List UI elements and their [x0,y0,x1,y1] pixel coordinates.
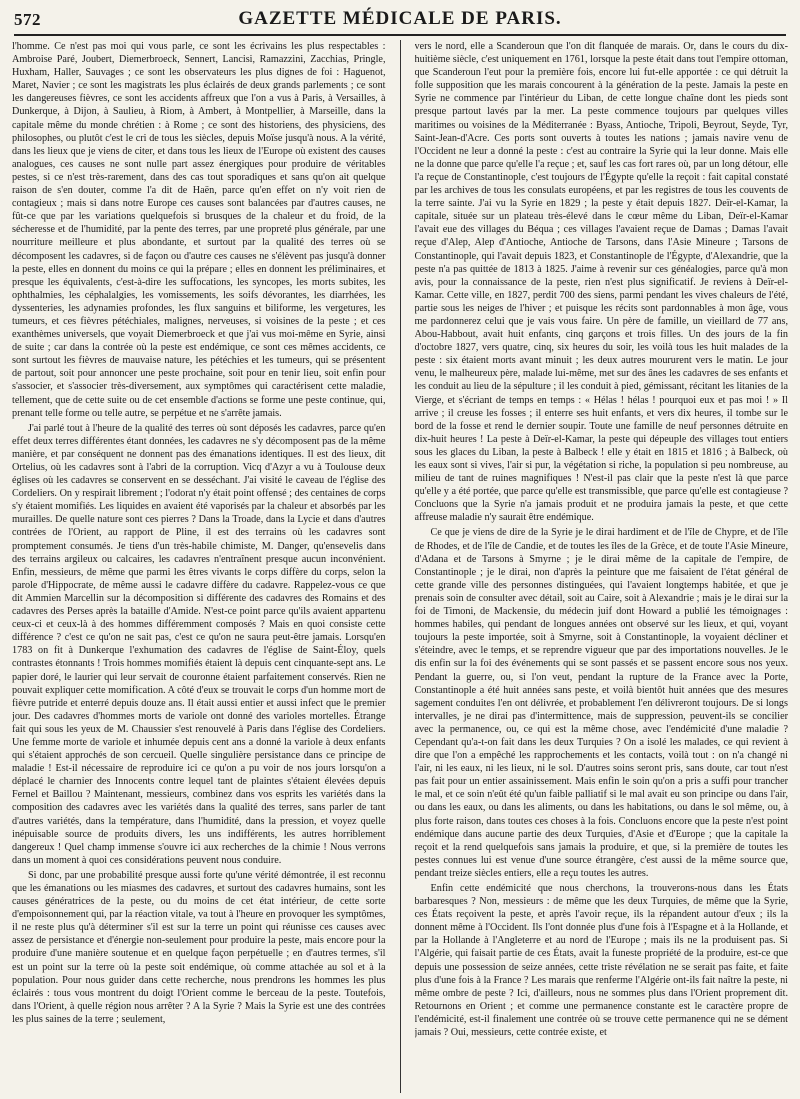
paragraph: Ce que je viens de dire de la Syrie je le dirai hardiment et de l'île de Chypre, et de l'île de Rhodes, et de l'île de Candie, et de toutes les îles de la Grèce, et de toute l'Asie Mineure, d'Adana et de Tarsons à Smyrne ; je le dirai même de la capitale de l'empire, de Constantinople ; je le dirai, non d'après la peinture que me faisaient de l'état général de cette grande ville des personnes distinguées, qui l'avaient longtemps habitée, et que je prenais soin de consulter avec détail, soit au Caire, soit à Alexandrie ; mais je le dirai sur la foi de Timoni, de Mackensie, du médecin juif dont Howard a publié les témoignages : hommes habiles, qui pendant de longues années ont observé sur les lieux, et qui, voyant toujours la peste importée, soit à Smyrne, soit à Constantinople, la voyaient décliner et s'éteindre, avec le temps, et se reprendre vigueur que par des importations nouvelles. Je le dis enfin sur la foi des événements qui se sont passés et se passent encore sous nos yeux. Pendant la guerre, ou, si l'on veut, pendant la rupture de la France avec la Porte, Constantinople a été huit années sans peste, et voilà bientôt huit années que des mesures sagement conduites l'en ont délivrée, et probablement l'en délivreront toujours. De si longs intervalles, je ne dirai pas d'intermittence, mais de suppression, peuvent-ils se concilier avec la permanence, ou, ce qui est la même chose, avec l'endémicité d'une maladie ? Cependant qu'a-t-on fait dans les deux Turquies ? On a isolé les malades, ce qui revient à dire que l'on a empêché les rapprochements et les contacts, voilà tout : on n'a changé ni l'air, ni les eaux, ni les lieux, ni le sol. D'autres soins seront pris, sans doute, car tout n'est pas fait pour un entier assainissement. Mais enfin le soin qu'on a pris a suffi pour trancher le mal, et ce soin n'eût été qu'un faible palliatif si le mal avait eu son principe ou dans l'air, ou dans les eaux, ou dans les aliments, ou dans les habitations, ou dans le sol même, ou, à plus forte raison, dans toutes ces choses à la fois. Concluons encore que la peste n'est point endémique dans aucune partie des deux Turquies, d'Asie et d'Europe ; que la capitale la reçoit et la rend quelquefois sans jamais la produire, et que, si la première de toutes les pestes connues lui est venue d'une source étrangère, c'est aussi de la même source que, pendant treize siècles entiers, elle a reçu toutes les autres. [414,527,788,879]
paragraph: J'ai parlé tout à l'heure de la qualité des terres où sont déposés les cadavres, parce qu'en effet deux terres différentes étant données, les cadavres ne s'y décomposent pas de la même manière, et par conséquent ne donnent pas des émanations identiques. Il est des lieux, dit Ortelius, où les cadavres sont à l'abri de la corruption. Vicq d'Azyr a vu à Toulouse deux églises où les cadavres se conservent en se desséchant. J'ai visité le caveau de l'église des Cordeliers. On y respirait librement ; l'odorat n'y était point offensé ; des centaines de corps s'y étaient momifiés. Les liquides en avaient été vaporisés par la chaleur et absorbés par les murailles. De quelle nature sont ces pierres ? Dans la Troade, dans la Lycie et dans d'autres contrées de l'Orient, au rapport de Pline, il est des terrains où les cadavres sont promptement consumés. Je tiens d'un très-habile chimiste, M. Danger, qu'ensevelis dans des terrains argileux ou calcaires, les cadavres n'entraînent presque aucun inconvénient. Enfin, messieurs, de même que parmi les êtres vivants le corps diffère du corps, selon la parole d'Hippocrate, de même aussi le cadavre diffère du cadavre. Rappelez-vous ce que dit Ammien Marcellin sur la décomposition si différente des cadavres des Romains et des cadavres des Perses après la bataille d'Amide. N'est-ce point parce qu'ils avaient appartenu ceux-ci et ceux-là à des hommes différemment composés ? Mais en quoi consiste cette différence ? c'est ce qu'on ne sait pas, c'est ce qu'on ne saura peut-être jamais. Lorsqu'en 1783 on fit à Dunkerque l'exhumation des cadavres de l'église de Saint-Éloy, quels contrastes étonnants ! Trois hommes momifiés étaient là depuis cent cinquante-sept ans. Le papier doré, le laurier qui leur servait de couronne étaient parfaitement conservés. Rien ne pouvait expliquer cette momification. A côté d'eux se trouvait le corps d'un homme mort de fièvre putride et enterré depuis douze ans. Il était aussi entier et aussi infect que le premier jour. Des cadavres d'hommes morts de variole ont donné des varioles mortelles. Étrange fait qui sous les yeux de M. Chaussier s'est renouvelé à Paris dans l'église des Cordeliers. Une femme morte de variole et inhumée depuis cent ans a donné la variole à deux enfants qui s'étaient approchés de son cercueil. Quelle singulière persistance dans ce principe de maladie ! Est-il nécessaire de reproduire ici ce qu'on a pu voir de nos jours lorsqu'on a déplacé le charnier des Innocents contre lequel tant de plaintes s'étaient élevées depuis Fernel et Baillou ? Maintenant, messieurs, combinez dans vos esprits les variétés dans la composition des cadavres avec les variétés dans la qualité des terres, sans parler de tant d'autres variétés, dans la température, dans l'humidité, dans la pression, et voyez quelle inépuisable source de produits divers, les uns indifférents, les autres horriblement dangereux ! Quel champ immense s'ouvre ici aux recherches de la chimie ! Nous verrons dans un moment à quoi ces considérations peuvent nous conduire. [12,422,386,866]
paragraph: vers le nord, elle a Scanderoun que l'on dit flanquée de marais. Or, dans le cours du dix-huitième siècle, c'est uniquement en 1761, lorsque la peste était dans tout l'empire ottoman, que Scanderoun l'eut pour la première fois, encore lui fut-elle apportée : ce qui détruit la folle supposition que les marais concourent à la génération de la peste. Jamais la peste en Syrie ne commence par l'intérieur du Liban, de cette longue chaîne dont les pieds sont presque partout lavés par la mer. La peste commence toujours par quelques villes maritimes ou voisines de la Méditerranée : Byass, Antioche, Tripoli, Beyrout, Seyde, Tyr, Saint-Jean-d'Acre. Ces ports sont ouverts à toutes les nations ; jamais navire venu de l'Occident ne leur a donné la peste : c'est au contraire la Syrie qui la leur donne. Mais elle ne la donne que parce qu'elle l'a reçue ; et, sauf les cas fort rares où, par un long détour, elle l'a reçue de Constantinople, c'est toujours de l'Égypte qu'elle la reçoit : fait capital constaté par les archives de tous les consulats européens, et par les registres de tous les couvents de la terre sainte. J'ai vu la Syrie en 1829 ; la peste y était depuis 1827. Deïr-el-Kamar, la capitale, située sur un plateau très-élevé dans le cœur même du Liban, Deïr-el-Kamar l'avait eue des villages du Béqua ; ces villages l'avaient reçue de Damas ; Damas l'avait reçue d'Alep, Alep d'Antioche, Antioche de Tarsons, dans l'Asie Mineure ; Tarsons de Constantinople, qui l'avait depuis 1823, et Constantinople de l'Égypte, d'Alexandrie, que la peste n'a pas quittée de 1813 à 1825. J'aime à revenir sur ces généalogies, parce qu'à mon avis, pour la connaissance de la peste, rien n'est plus significatif. Je reviens à Deïr-el-Kamar. Cette ville, en 1827, perdit 700 des siens, parmi pendant les vives chaleurs de l'été, partie sous les neiges de l'hiver ; et puisque les récits sont pardonnables à mon âge, vous me pardonnerez celui que je vais vous faire. Un père de famille, un vieillard de 77 ans, Abou-Habbout, avait huit enfants, cinq garçons et trois filles. Un des jours de la fin d'octobre 1827, vers quatre, cinq, six heures du soir, les voilà tous les huit malades de la peste : six étaient morts avant minuit ; les deux autres moururent vers le matin. Le jour venu, le malheureux père, malade lui-même, met sur des ânes les cadavres de ses enfants et les conduit au lieu de la sépulture ; il les conduit à pied, gémissant, récitant les litanies de la Vierge, et s'écriant de temps en temps : « Hélas ! hélas ! pourquoi eux et pas moi ! » Il arrive ; il creuse les fosses ; il enterre ses huit enfants, et vers dix heures, il tombe sur le bord de la fosse et rend le dernier soupir. Toute une famille de neuf personnes détruite en dix-huit heures ! La peste à Deïr-el-Kamar, la peste qui dépeuple des villages tout entiers sous les glaces du Liban, la peste à Balbeck ! elle y était en 1815 et 1816 ; à Balbeck, où les eaux sont si vives, l'air si pur, la végétation si riche, la population si peu nombreuse, au milieu de tant de ruines magnifiques ! N'est-il pas clair que la peste n'est là que parce qu'elle y a été portée, que parce qu'elle est transmissible, que parce qu'elle est contagieuse ? Concluons que la Syrie n'a jamais produit et ne produira jamais la peste, et que cette affreuse maladie n'y saurait être endémique. [414,41,788,524]
journal-title: GAZETTE MÉDICALE DE PARIS. [238,8,562,29]
paragraph: Si donc, par une probabilité presque aussi forte qu'une vérité démontrée, il est reconnu que les émanations ou les miasmes des cadavres, et surtout des cadavres humains, sont les causes génératrices de la peste, ou du moins de cet état intérieur, de cette sorte d'empoisonnement qui, par la réaction vitale, va tout à l'heure en provoquer les symptômes, il ne reste plus qu'à déterminer s'il est sur la terre un point qui réunisse ces causes avec assez de persistance et d'énergie non-seulement pour produire la peste, mais encore pour la produire d'une manière soutenue et en quelque façon perpétuelle ; en d'autres termes, s'il est un point sur la terre où la peste soit endémique, où comme attachée au sol et à la population. Pour nous guider dans cette recherche, nous prendrons les hommes les plus éclairés : tous vous montrent du doigt l'Orient comme le berceau de la peste. Toutefois, dans l'Orient, à quelle région nous arrêter ? A la Syrie ? Mais la Syrie est une des contrées les plus saines de la terre ; seulement, [12,869,386,1025]
article-body [12,40,788,1093]
left-column [12,40,386,1093]
column-divider [400,40,401,1093]
paragraph: Enfin cette endémicité que nous cherchons, la trouverons-nous dans les États barbaresques ? Non, messieurs : de même que les deux Turquies, de même que la Syrie, ces États reçoivent la peste, et après l'avoir reçue, ils la répandent autour d'eux ; ils la donnent même à l'Occident. Ils l'ont donnée plus d'une fois à l'Espagne et à la Hollande, et par la Hollande à l'Angleterre et au nord de l'Europe ; mais ils ne la produisent pas. Si l'Algérie, qui faisait partie de ces États, avait la funeste propriété de la produire, est-ce que depuis une possession de seize années, cette triste révélation ne se serait pas faite, et faite plus d'une fois à la France ? Les marais que renferme l'Algérie ont-ils fait naître la peste, ni même ombre de peste ? Ici, d'ailleurs, nous ne sommes plus dans l'Orient proprement dit. Retournons en Orient ; et comme une permanence constante est le caractère propre de l'endémicité, est-il finalement une contrée où se trouve cette permanence qui ne se dément jamais ? Oui, messieurs, cette contrée existe, et [414,883,788,1039]
page-header [14,8,786,36]
page-number: 572 [14,10,41,29]
right-column [415,40,789,1093]
paragraph: l'homme. Ce n'est pas moi qui vous parle, ce sont les écrivains les plus respectables : Ambroise Paré, Joubert, Diemerbroeck, Sennert, Lancisi, Ramazzini, Zacchias, Pringle, Huxham, Haller, Sauvages ; ce sont les observateurs les plus dignes de foi : Haguenot, Maret, Navier ; ce sont les magistrats les plus éclairés de deux grands parlements ; ce sont les dangereuses fièvres, ce sont les accidents affreux que l'on a vus à Paris, à Versailles, à Dunkerque, à Dijon, à Saulieu, à Riom, à Ambert, à Montpellier, à Marseille, dans la capitale même du monde chrétien : à Rome ; ce sont des historiens, des physiciens, des philosophes, ou plutôt c'est le cri de tous les siècles, depuis Moïse jusqu'à nous. A la vérité, dans les lieux que je viens de citer, et dans tous les lieux de l'Europe où existent des causes analogues, ces causes ne sont nulle part assez énergiques pour produire de véritables pestes, si ce n'est très-rarement, dans des cas tout sporadiques et sans qu'on ait quelque raison de s'en douter, comme l'a dit de Haën, parce qu'en effet on n'y voit rien de contagieux ; mais si dans notre Europe ces causes sont balancées par d'autres causes, ne fût-ce que par les variations quelquefois si brusques de la chaleur et du froid, de la sécheresse et de l'humidité, par la pente des terres, par une propreté plus générale, par une nourriture meilleure et plus abondante, et surtout par la qualité des terres où se décomposent les cadavres, si de façon ou d'autre ces causes ne s'élèvent pas jusqu'à donner la peste, elles en donnent du moins ce qui la prépare ; elles en donnent les préliminaires, et presque les équivalents, c'est-à-dire les suffocations, les syncopes, les morts subites, les ophthalmies, les céphalalgies, les vomissements, les soifs dévorantes, les diarrhées, les dyssenteries, les adynamies profondes, les flux sanguins et biliforme, les vergetures, les tumeurs, et ces fièvres pétéchiales, malignes, nerveuses, si voisines de la peste ; et ces exanthèmes universels, que voyait Diemerbroeck et que j'ai vus moi-même en Syrie, ainsi de suite ; car dans la contrée où la peste est endémique, ce sont ces mêmes accidents, ce sont surtout les fièvres de mauvaise nature, les pétéchies et les tumeurs, qui se présentent de partout, soit pour annoncer une peste prochaine, soit pour en tenir lieu, soit enfin pour s'associer, et s'associer très-diversement, aux symptômes qui caractérisent cette maladie, tellement, que de cette suite ou de cet ensemble d'actions se forme une peste continue, qui, prenant telle forme ou telle autre, se perpétue et ne s'arrête jamais. [12,41,386,419]
